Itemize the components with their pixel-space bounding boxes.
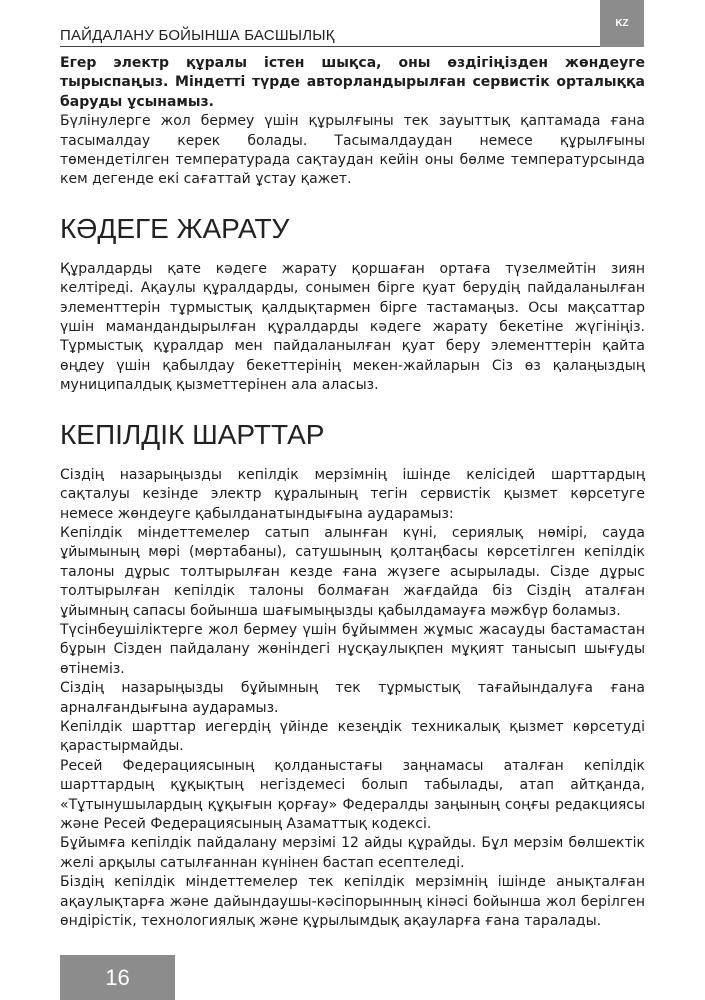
intro-warning: Егер электр құралы істен шықса, оны өздігіңізден жөндеуге тырыспаңыз. Міндетті түрде авторландырылған сервистік орталыққа баруды ұсынамыз.: [60, 55, 645, 110]
disposal-heading: КӘДЕГЕ ЖАРАТУ: [60, 212, 290, 244]
warranty-paragraph: Ресей Федерациясының қолданыстағы заңнамасы аталған кепілдік шарттардың құқықтың негіздемесі болып табылады, атап айтқанда, «Тұтынушылардың құқығын қорғау» Федералды заңының соңғы редакциясы және Ресей Федерациясының Азаматтық кодексі.: [60, 757, 645, 832]
warranty-paragraph: Кепілдік шарттар иегердің үйінде кезеңдік техникалық қызмет көрсетуді қарастырмайды.: [60, 718, 645, 755]
warranty-paragraph: Кепілдік міндеттемелер сатып алынған күні, сериялық нөмірі, сауда ұйымының мөрі (мөртабаны), сатушының қолтаңбасы көрсетілген кепілдік талоны дұрыс толтырылған кезде ғана жүзеге асырылады. Сізде дұрыс толтырылған кепілдік талоны болмаған жағдайда біз Сіздің аталған ұйымның сапасы бойынша шағымыңызды қабылдамауға мәжбүр боламыз.: [60, 524, 645, 619]
warranty-paragraph: Бұйымға кепілдік пайдалану мерзімі 12 айды құрайды. Бұл мерзім бөлшектік желі арқылы сатылғаннан күнінен бастап есептеледі.: [60, 835, 645, 871]
warranty-paragraph: Түсінбеушіліктерге жол бермеу үшін бұйыммен жұмыс жасауды бастамастан бұрын Сізден пайдалану жөніндегі нұсқаулықпен мұқият танысып шығуды өтінеміз.: [60, 621, 645, 677]
header-title: ПАЙДАЛАНУ БОЙЫНША БАСШЫЛЫҚ: [60, 27, 335, 44]
warranty-paragraph: Сіздің назарыңызды кепілдік мерзімнің ішінде келісідей шарттардың сақталуы кезінде электр құралының тегін сервистік қызмет көрсетуге немесе жөндеуге қабылданатындығына аударамыз:: [60, 466, 645, 522]
disposal-paragraph: Құралдарды қате кәдеге жарату қоршаған ортаға түзелмейтін зиян келтіреді. Ақаулы құралдарды, сонымен бірге қуат берудің пайдаланылған элементтерін тұрмыстық қалдықтармен бірге тастамаңыз. Осы мақсаттар үшін мамандандырылған құралдарды кәдеге жарату бекетіне жүгініңіз. Тұрмыстық құралдар мен пайдаланылған қуат беру элементтерін қайта өңдеу үшін қабылдау бекеттерінің мекен-жайларын Сіз өз қалаңыздың муниципалдық қызметтерінен ала аласыз.: [60, 260, 645, 394]
warranty-paragraph: Біздің кепілдік міндеттемелер тек кепілдік мерзімнің ішінде анықталған ақаулықтарға және дайындаушы-кәсіпорынның кінәсі бойынша жол берілген өндірістік, технологиялық және құрылымдық ақауларға ғана таралады.: [60, 874, 645, 930]
warranty-paragraph: Сіздің назарыңызды бұйымның тек тұрмыстық тағайындалуға ғана арналғандығына аударамыз.: [60, 680, 645, 716]
header-divider: [60, 46, 600, 47]
page-content: [60, 54, 645, 931]
language-badge: KZ: [600, 0, 644, 47]
warranty-heading: КЕПІЛДІК ШАРТТАР: [60, 418, 325, 450]
page-number: 16: [60, 955, 175, 1000]
intro-paragraph: Бүлінулерге жол бермеу үшін құрылғыны тек зауыттық қаптамада ғана тасымалдау керек болады. Тасымалдаудан немесе құрылғыны төмендетілген температурада сақтаудан кейін оны бөлме температурсында кем дегенде екі сағаттай ұстау қажет.: [60, 113, 645, 188]
